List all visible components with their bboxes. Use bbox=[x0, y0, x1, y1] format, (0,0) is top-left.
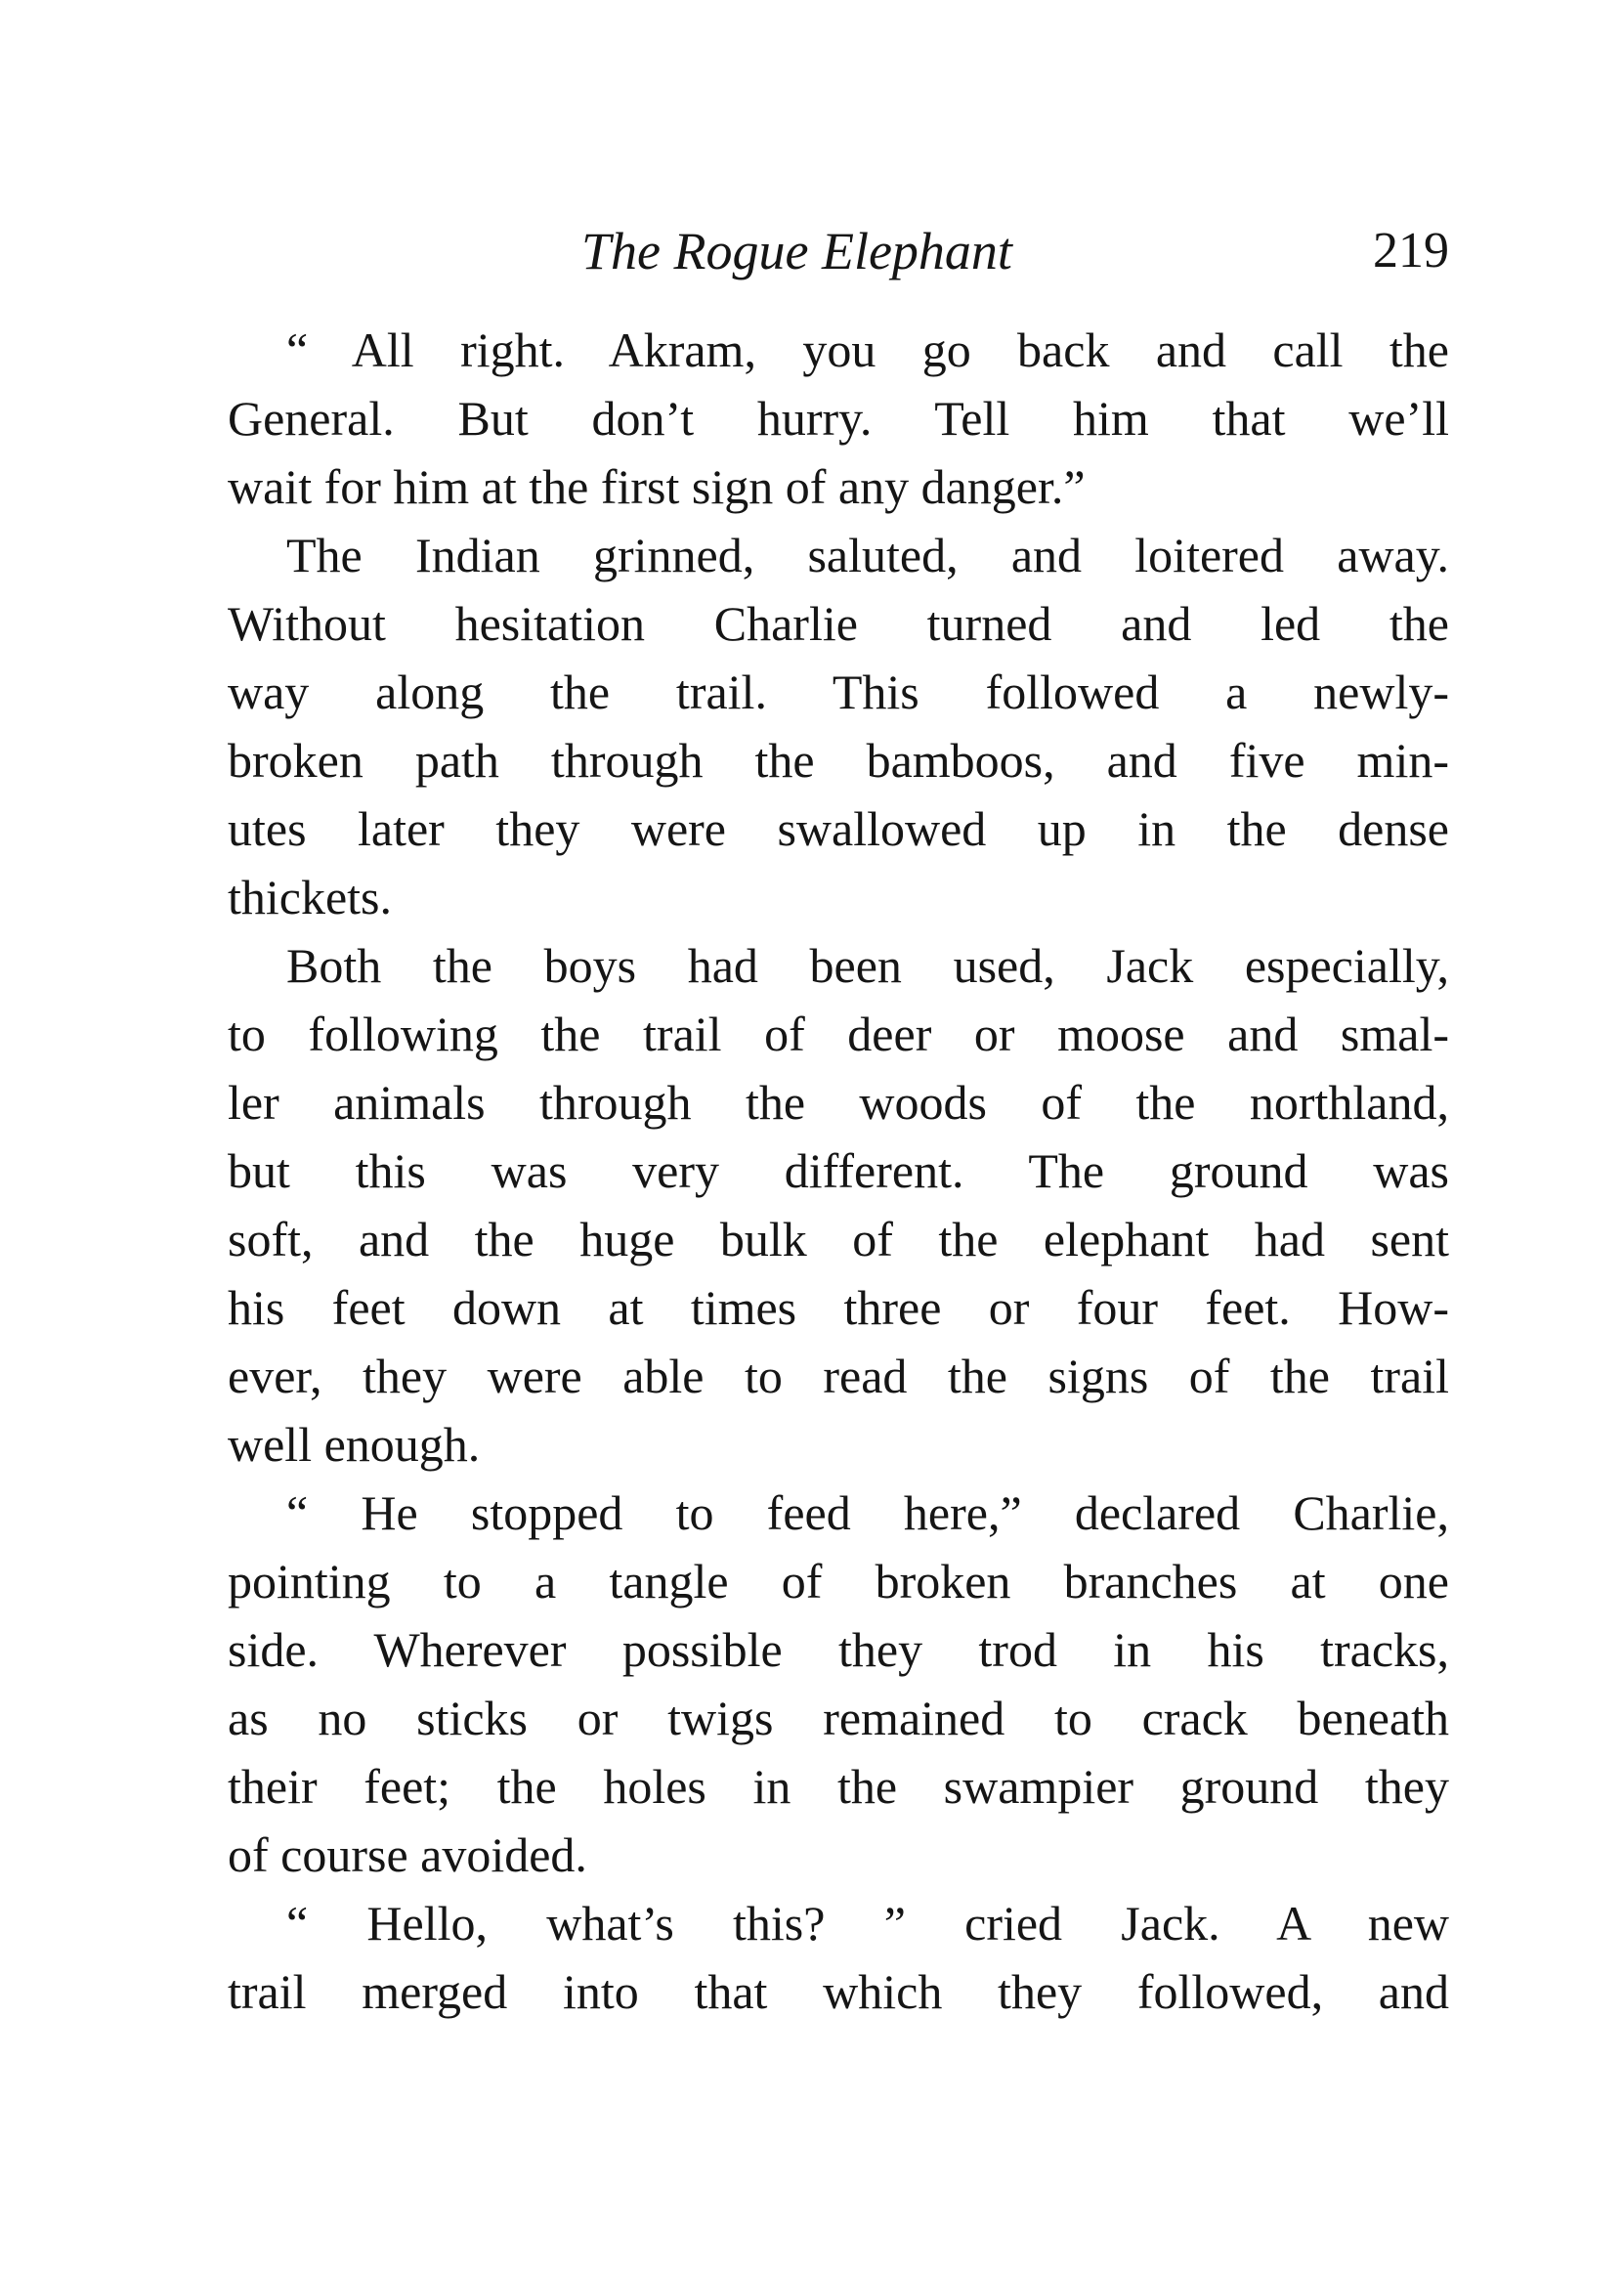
text-line: Without hesitation Charlie turned and led the bbox=[228, 596, 1449, 651]
text-line: their feet; the holes in the swampier ground they bbox=[228, 1759, 1449, 1814]
text-line: General. But don’t hurry. Tell him that we’ll bbox=[228, 391, 1449, 446]
text-line: way along the trail. This followed a newly- bbox=[228, 665, 1449, 719]
text-line: to following the trail of deer or moose and smal- bbox=[228, 1007, 1449, 1061]
text-line: ever, they were able to read the signs of the trail bbox=[228, 1349, 1449, 1403]
text-line: soft, and the huge bulk of the elephant had sent bbox=[228, 1212, 1449, 1266]
text-line: of course avoided. bbox=[228, 1827, 587, 1882]
text-line: “ Hello, what’s this? ” cried Jack. A new bbox=[286, 1896, 1449, 1951]
body-text bbox=[228, 316, 1449, 2026]
text-line: but this was very different. The ground was bbox=[228, 1143, 1449, 1198]
text-line: broken path through the bamboos, and five min- bbox=[228, 733, 1449, 788]
page-header bbox=[228, 217, 1449, 285]
text-line: Both the boys had been used, Jack especially, bbox=[286, 938, 1449, 993]
text-line: his feet down at times three or four feet. How- bbox=[228, 1280, 1449, 1335]
text-line: utes later they were swallowed up in the dense bbox=[228, 801, 1449, 856]
text-line: “ He stopped to feed here,” declared Charlie, bbox=[286, 1485, 1449, 1540]
text-line: ler animals through the woods of the northland, bbox=[228, 1075, 1449, 1130]
text-line: wait for him at the first sign of any danger.” bbox=[228, 459, 1086, 514]
text-line: well enough. bbox=[228, 1417, 481, 1472]
text-line: pointing to a tangle of broken branches at one bbox=[228, 1554, 1449, 1609]
text-line: “ All right. Akram, you go back and call the bbox=[286, 322, 1449, 377]
running-title: The Rogue Elephant bbox=[581, 222, 1012, 280]
text-line: side. Wherever possible they trod in his tracks, bbox=[228, 1622, 1449, 1677]
text-line: thickets. bbox=[228, 870, 393, 924]
text-line: as no sticks or twigs remained to crack beneath bbox=[228, 1691, 1449, 1745]
page-number: 219 bbox=[1373, 223, 1449, 279]
text-line: The Indian grinned, saluted, and loitered away. bbox=[286, 528, 1449, 582]
text-line: trail merged into that which they followed, and bbox=[228, 1964, 1449, 2019]
